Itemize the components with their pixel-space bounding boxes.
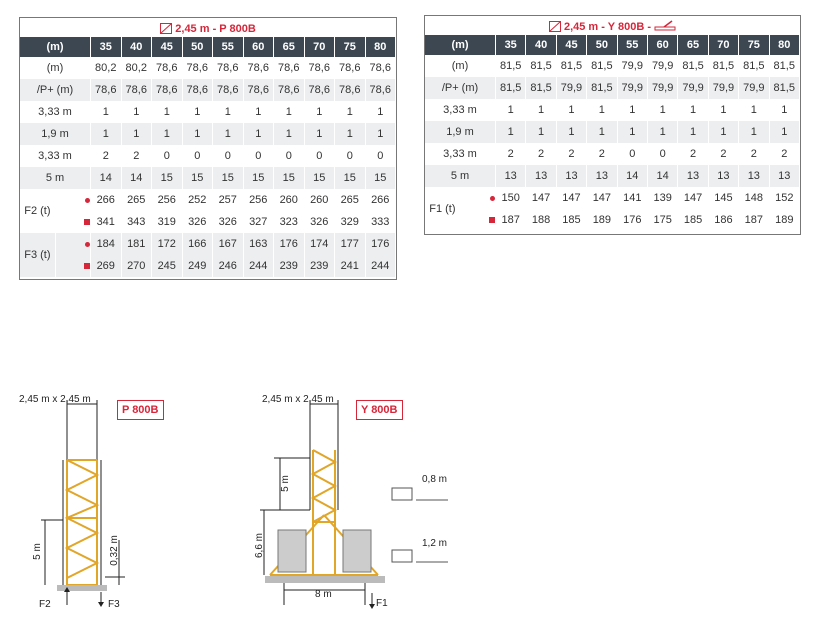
row-label: 5 m	[20, 167, 91, 189]
square-marker	[460, 209, 495, 231]
table-cell: 1	[182, 123, 213, 145]
force-cell: 184	[91, 233, 122, 255]
table-cell: 1	[91, 123, 122, 145]
header-label: (m)	[425, 35, 496, 55]
force-cell: 152	[769, 187, 799, 209]
table-cell: 1	[152, 123, 183, 145]
force-label: F3 (t)	[20, 233, 55, 277]
table-cell: 15	[365, 167, 396, 189]
table-row	[20, 145, 396, 167]
table-cell: 13	[556, 165, 586, 187]
table-cell: 13	[526, 165, 556, 187]
table-cell: 2	[121, 145, 152, 167]
dot-marker	[55, 189, 90, 211]
force-cell: 239	[274, 255, 305, 277]
row-label: (m)	[20, 57, 91, 79]
column-header: 55	[617, 35, 647, 55]
table-cell: 78,6	[304, 79, 335, 101]
force-cell: 256	[152, 189, 183, 211]
force-cell: 244	[243, 255, 274, 277]
column-header: 40	[121, 37, 152, 57]
left-table-title: 2,45 m - P 800B	[20, 21, 396, 37]
table-row	[20, 167, 396, 189]
jib-section-icon	[549, 21, 561, 32]
table-row	[425, 143, 800, 165]
table-cell: 1	[243, 101, 274, 123]
column-header: 40	[526, 35, 556, 55]
force-cell: 326	[182, 211, 213, 233]
table-row	[425, 187, 800, 209]
table-cell: 14	[617, 165, 647, 187]
table-cell: 2	[526, 143, 556, 165]
table-cell: 81,5	[769, 55, 799, 77]
table-cell: 1	[365, 123, 396, 145]
force-cell: 265	[335, 189, 366, 211]
row-label: 5 m	[425, 165, 496, 187]
square-icon	[84, 219, 90, 225]
force-cell: 333	[365, 211, 396, 233]
y800b-diagram	[240, 390, 470, 620]
table-cell: 1	[274, 123, 305, 145]
table-cell: 1	[526, 121, 556, 143]
table-cell: 1	[121, 101, 152, 123]
row-label: 3,33 m	[425, 143, 496, 165]
table-cell: 0	[274, 145, 305, 167]
table-row	[425, 209, 800, 231]
table-cell: 81,5	[708, 55, 738, 77]
force-cell: 246	[213, 255, 244, 277]
force-cell: 141	[617, 187, 647, 209]
table-cell: 1	[243, 123, 274, 145]
force-cell: 187	[739, 209, 769, 231]
table-cell: 1	[304, 123, 335, 145]
table-cell: 79,9	[556, 77, 586, 99]
left-table-panel	[19, 17, 397, 280]
header-label: (m)	[20, 37, 91, 57]
table-cell: 78,6	[213, 57, 244, 79]
force-cell: 189	[769, 209, 799, 231]
table-cell: 78,6	[335, 79, 366, 101]
table-cell: 78,6	[121, 79, 152, 101]
y800b-mast-drawing	[240, 390, 470, 620]
table-cell: 0	[365, 145, 396, 167]
table-cell: 0	[152, 145, 183, 167]
p800b-diagram	[15, 390, 145, 620]
force-cell: 257	[213, 189, 244, 211]
force-cell: 176	[365, 233, 396, 255]
table-cell: 78,6	[274, 79, 305, 101]
table-row	[20, 211, 396, 233]
table-cell: 81,5	[556, 55, 586, 77]
table-row	[425, 121, 800, 143]
y800b-top-dim: 2,45 m x 2,45 m	[262, 394, 334, 405]
row-label: /P+ (m)	[425, 77, 496, 99]
force-cell: 329	[335, 211, 366, 233]
force-cell: 185	[678, 209, 708, 231]
force-cell: 269	[91, 255, 122, 277]
square-icon	[489, 217, 495, 223]
column-header: 80	[365, 37, 396, 57]
table-cell: 1	[335, 123, 366, 145]
column-header: 70	[304, 37, 335, 57]
p800b-top-dim: 2,45 m x 2,45 m	[19, 394, 91, 405]
table-cell: 15	[243, 167, 274, 189]
force-cell: 265	[121, 189, 152, 211]
table-cell: 81,5	[496, 77, 526, 99]
force-cell: 319	[152, 211, 183, 233]
force-cell: 188	[526, 209, 556, 231]
table-cell: 0	[304, 145, 335, 167]
force-cell: 148	[739, 187, 769, 209]
table-cell: 1	[769, 99, 799, 121]
force-cell: 341	[91, 211, 122, 233]
table-cell: 80,2	[121, 57, 152, 79]
table-cell: 78,6	[182, 79, 213, 101]
table-cell: 79,9	[678, 77, 708, 99]
column-header: 50	[587, 35, 617, 55]
force-cell: 172	[152, 233, 183, 255]
force-cell: 241	[335, 255, 366, 277]
table-cell: 0	[335, 145, 366, 167]
table-row	[425, 99, 800, 121]
right-data-table	[425, 35, 800, 231]
chassis-icon	[654, 20, 676, 32]
table-cell: 1	[739, 121, 769, 143]
force-cell: 163	[243, 233, 274, 255]
table-cell: 79,9	[708, 77, 738, 99]
force-cell: 187	[496, 209, 526, 231]
table-row	[20, 123, 396, 145]
table-row	[20, 57, 396, 79]
column-header: 45	[556, 35, 586, 55]
row-label: 1,9 m	[20, 123, 91, 145]
row-label: 1,9 m	[425, 121, 496, 143]
y800b-upper-label: 5 m	[279, 475, 291, 492]
table-cell: 78,6	[365, 57, 396, 79]
table-cell: 1	[647, 121, 677, 143]
table-cell: 14	[121, 167, 152, 189]
table-cell: 2	[678, 143, 708, 165]
table-cell: 1	[213, 101, 244, 123]
force-cell: 189	[587, 209, 617, 231]
table-cell: 78,6	[152, 79, 183, 101]
table-cell: 1	[304, 101, 335, 123]
table-cell: 0	[647, 143, 677, 165]
right-table-panel	[424, 15, 801, 235]
table-cell: 0	[213, 145, 244, 167]
force-cell: 327	[243, 211, 274, 233]
table-cell: 15	[213, 167, 244, 189]
force-cell: 175	[647, 209, 677, 231]
table-cell: 1	[496, 99, 526, 121]
table-cell: 1	[708, 121, 738, 143]
table-cell: 1	[769, 121, 799, 143]
y800b-height-label: 6,6 m	[254, 532, 266, 559]
table-cell: 14	[647, 165, 677, 187]
table-row	[425, 77, 800, 99]
table-cell: 1	[152, 101, 183, 123]
detail-1-label: 0,8 m	[422, 474, 448, 485]
table-cell: 81,5	[587, 77, 617, 99]
row-label: /P+ (m)	[20, 79, 91, 101]
row-label: (m)	[425, 55, 496, 77]
force-cell: 326	[304, 211, 335, 233]
force-cell: 176	[617, 209, 647, 231]
force-f1-label: F1	[376, 598, 388, 609]
row-label: 3,33 m	[20, 101, 91, 123]
column-header: 65	[274, 37, 305, 57]
column-header: 50	[182, 37, 213, 57]
table-cell: 1	[678, 99, 708, 121]
force-cell: 326	[213, 211, 244, 233]
table-cell: 81,5	[739, 55, 769, 77]
column-header: 45	[152, 37, 183, 57]
table-cell: 80,2	[91, 57, 122, 79]
table-cell: 81,5	[526, 55, 556, 77]
force-cell: 145	[708, 187, 738, 209]
p800b-height-label: 5 m	[31, 543, 43, 560]
column-header: 55	[213, 37, 244, 57]
column-header: 75	[335, 37, 366, 57]
force-cell: 186	[708, 209, 738, 231]
table-cell: 1	[91, 101, 122, 123]
force-cell: 266	[365, 189, 396, 211]
force-cell: 266	[91, 189, 122, 211]
column-header: 65	[678, 35, 708, 55]
force-cell: 181	[121, 233, 152, 255]
table-cell: 81,5	[678, 55, 708, 77]
table-cell: 2	[708, 143, 738, 165]
table-cell: 13	[496, 165, 526, 187]
force-cell: 147	[556, 187, 586, 209]
force-cell: 270	[121, 255, 152, 277]
table-cell: 81,5	[587, 55, 617, 77]
jib-section-icon	[160, 23, 172, 34]
table-cell: 0	[182, 145, 213, 167]
force-cell: 323	[274, 211, 305, 233]
column-header: 70	[708, 35, 738, 55]
dot-icon	[85, 242, 90, 247]
table-cell: 78,6	[243, 57, 274, 79]
table-cell: 15	[335, 167, 366, 189]
table-cell: 78,6	[243, 79, 274, 101]
table-cell: 1	[182, 101, 213, 123]
force-cell: 245	[152, 255, 183, 277]
force-cell: 244	[365, 255, 396, 277]
table-cell: 79,9	[647, 55, 677, 77]
table-cell: 14	[91, 167, 122, 189]
force-cell: 249	[182, 255, 213, 277]
table-cell: 2	[739, 143, 769, 165]
table-cell: 81,5	[769, 77, 799, 99]
table-cell: 1	[617, 121, 647, 143]
table-cell: 1	[647, 99, 677, 121]
force-label: F2 (t)	[20, 189, 55, 233]
table-cell: 1	[678, 121, 708, 143]
table-cell: 78,6	[365, 79, 396, 101]
column-header: 80	[769, 35, 799, 55]
table-cell: 78,6	[335, 57, 366, 79]
force-cell: 176	[274, 233, 305, 255]
table-row	[20, 189, 396, 211]
table-cell: 79,9	[617, 55, 647, 77]
table-cell: 1	[526, 99, 556, 121]
table-cell: 78,6	[304, 57, 335, 79]
table-cell: 0	[243, 145, 274, 167]
table-cell: 1	[708, 99, 738, 121]
force-cell: 147	[526, 187, 556, 209]
table-cell: 1	[121, 123, 152, 145]
right-table-title: 2,45 m - Y 800B -	[425, 19, 800, 35]
table-row	[20, 233, 396, 255]
table-cell: 1	[365, 101, 396, 123]
dot-icon	[490, 196, 495, 201]
table-cell: 2	[587, 143, 617, 165]
table-cell: 15	[274, 167, 305, 189]
force-cell: 239	[304, 255, 335, 277]
table-cell: 15	[304, 167, 335, 189]
force-label: F1 (t)	[425, 187, 460, 231]
y800b-base-label: 8 m	[315, 589, 332, 600]
table-row	[425, 55, 800, 77]
column-header: 60	[647, 35, 677, 55]
force-cell: 139	[647, 187, 677, 209]
row-label: 3,33 m	[20, 145, 91, 167]
table-cell: 2	[91, 145, 122, 167]
dot-icon	[85, 198, 90, 203]
table-cell: 78,6	[91, 79, 122, 101]
table-cell: 1	[739, 99, 769, 121]
p800b-tag: P 800B	[117, 400, 164, 420]
column-header: 35	[91, 37, 122, 57]
table-cell: 1	[496, 121, 526, 143]
table-cell: 13	[708, 165, 738, 187]
square-icon	[84, 263, 90, 269]
table-cell: 13	[769, 165, 799, 187]
force-f3-label: F3	[108, 599, 120, 610]
force-cell: 147	[678, 187, 708, 209]
table-cell: 79,9	[647, 77, 677, 99]
column-header: 75	[739, 35, 769, 55]
force-f2-label: F2	[39, 599, 51, 610]
p800b-mast-drawing	[15, 390, 145, 620]
dot-marker	[460, 187, 495, 209]
dot-marker	[55, 233, 90, 255]
table-cell: 81,5	[526, 77, 556, 99]
table-cell: 1	[617, 99, 647, 121]
force-cell: 177	[335, 233, 366, 255]
force-cell: 166	[182, 233, 213, 255]
table-cell: 1	[556, 99, 586, 121]
force-cell: 150	[496, 187, 526, 209]
table-cell: 78,6	[213, 79, 244, 101]
force-cell: 260	[274, 189, 305, 211]
table-row	[20, 79, 396, 101]
y800b-tag: Y 800B	[356, 400, 403, 420]
detail-2-label: 1,2 m	[422, 538, 448, 549]
table-cell: 81,5	[496, 55, 526, 77]
column-header: 35	[496, 35, 526, 55]
table-cell: 15	[152, 167, 183, 189]
force-cell: 252	[182, 189, 213, 211]
table-row	[20, 255, 396, 277]
table-cell: 1	[587, 99, 617, 121]
column-header: 60	[243, 37, 274, 57]
table-cell: 1	[587, 121, 617, 143]
p800b-offset-label: 0,32 m	[108, 535, 120, 566]
force-cell: 343	[121, 211, 152, 233]
table-cell: 79,9	[739, 77, 769, 99]
table-cell: 2	[769, 143, 799, 165]
table-cell: 13	[739, 165, 769, 187]
table-cell: 2	[496, 143, 526, 165]
force-cell: 256	[243, 189, 274, 211]
table-cell: 0	[617, 143, 647, 165]
table-cell: 1	[556, 121, 586, 143]
table-cell: 79,9	[617, 77, 647, 99]
left-data-table	[20, 37, 396, 277]
table-cell: 13	[678, 165, 708, 187]
table-row	[425, 165, 800, 187]
table-cell: 15	[182, 167, 213, 189]
force-cell: 185	[556, 209, 586, 231]
table-cell: 1	[213, 123, 244, 145]
table-cell: 2	[556, 143, 586, 165]
table-cell: 78,6	[152, 57, 183, 79]
force-cell: 147	[587, 187, 617, 209]
table-cell: 1	[274, 101, 305, 123]
table-cell: 78,6	[182, 57, 213, 79]
force-cell: 174	[304, 233, 335, 255]
square-marker	[55, 255, 90, 277]
row-label: 3,33 m	[425, 99, 496, 121]
table-cell: 13	[587, 165, 617, 187]
force-cell: 167	[213, 233, 244, 255]
table-row	[20, 101, 396, 123]
table-cell: 1	[335, 101, 366, 123]
force-cell: 260	[304, 189, 335, 211]
square-marker	[55, 211, 90, 233]
table-cell: 78,6	[274, 57, 305, 79]
